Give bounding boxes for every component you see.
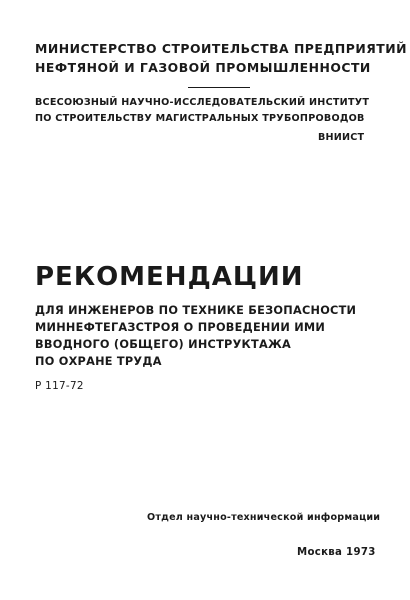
document-subtitle-line-2: МИННЕФТЕГАЗСТРОЯ О ПРОВЕДЕНИИ ИМИ <box>35 321 326 334</box>
document-code: Р 117-72 <box>35 380 84 392</box>
department-name: Отдел научно-технической информации <box>147 512 381 523</box>
institute-abbreviation: ВНИИСТ <box>318 132 365 143</box>
ministry-name-line-1: МИНИСТЕРСТВО СТРОИТЕЛЬСТВА ПРЕДПРИЯТИЙ <box>35 41 407 56</box>
document-title: РЕКОМЕНДАЦИИ <box>35 262 304 292</box>
document-subtitle-line-1: ДЛЯ ИНЖЕНЕРОВ ПО ТЕХНИКЕ БЕЗОПАСНОСТИ <box>35 304 357 317</box>
institute-name-line-2: ПО СТРОИТЕЛЬСТВУ МАГИСТРАЛЬНЫХ ТРУБОПРОВОДОВ <box>35 113 365 124</box>
document-subtitle-line-4: ПО ОХРАНЕ ТРУДА <box>35 355 162 368</box>
ministry-name-line-2: НЕФТЯНОЙ И ГАЗОВОЙ ПРОМЫШЛЕННОСТИ <box>35 60 371 75</box>
document-subtitle-line-3: ВВОДНОГО (ОБЩЕГО) ИНСТРУКТАЖА <box>35 338 292 351</box>
publication-city-year: Москва 1973 <box>297 547 376 558</box>
header-divider <box>188 87 250 88</box>
institute-name-line-1: ВСЕСОЮЗНЫЙ НАУЧНО-ИССЛЕДОВАТЕЛЬСКИЙ ИНСТИТУТ <box>35 97 370 108</box>
